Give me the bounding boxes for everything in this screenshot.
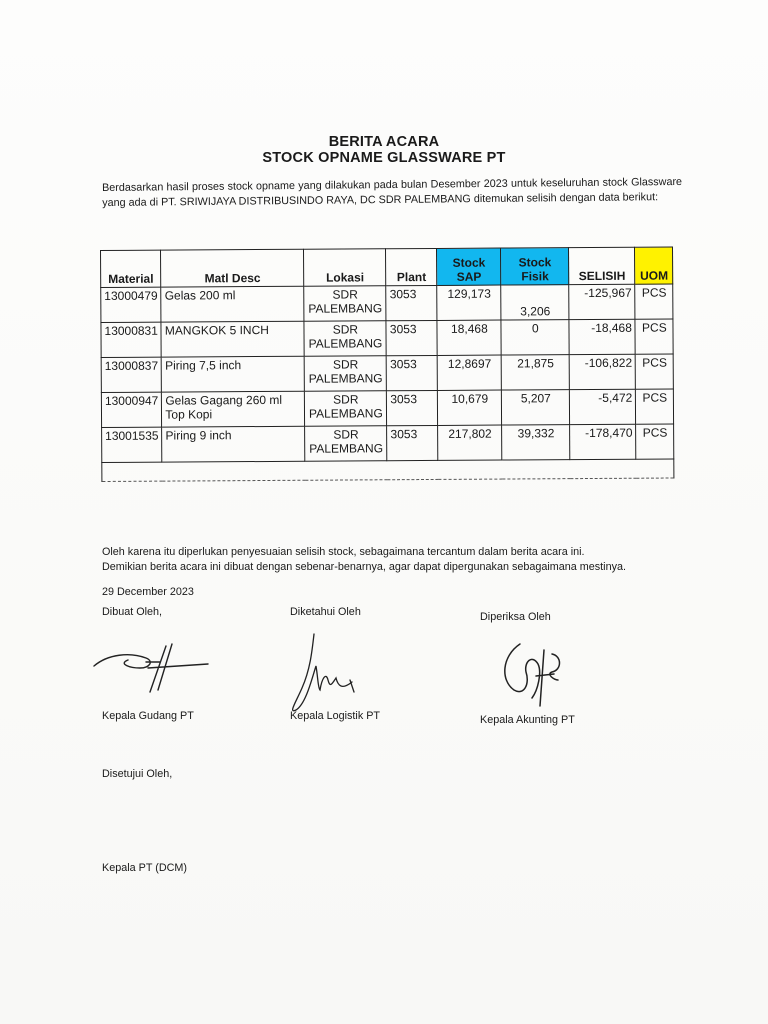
cell-selisih: -125,967: [569, 284, 635, 319]
cell-lokasi: SDR PALEMBANG: [304, 321, 386, 357]
cell-material: 13000947: [101, 392, 162, 427]
table-row: [102, 424, 675, 462]
closing-paragraph: [102, 545, 682, 575]
empty-cell: [102, 459, 674, 481]
cell-stock-fisik: 39,332: [502, 425, 570, 460]
header-selisih: SELISIH: [569, 247, 635, 284]
cell-selisih: -5,472: [570, 389, 636, 424]
intro-paragraph: Berdasarkan hasil proses stock opname yang dilakukan pada bulan Desember 2023 untuk keseluruhan stock Glassware yang ada di PT. SRIWIJAYA DISTRIBUSINDO RAYA, DC SDR PALEMBANG ditemukan selisih dengan data berikut:: [102, 175, 683, 209]
cell-desc: Piring 9 inch: [162, 426, 305, 462]
cell-material: 13000837: [101, 357, 162, 392]
cell-selisih: -106,822: [570, 354, 636, 389]
header-material: Material: [101, 250, 162, 287]
cell-material: 13000831: [101, 322, 162, 357]
document-subtitle: STOCK OPNAME GLASSWARE PT: [262, 150, 506, 166]
dibuat-label: Dibuat Oleh,: [102, 606, 163, 618]
header-plant: Plant: [386, 248, 437, 285]
cell-desc: Gelas 200 ml: [161, 286, 304, 322]
signature-kepala-logistik: [282, 628, 372, 718]
diperiksa-label: Diperiksa Oleh: [480, 611, 551, 623]
closing-line-1: Oleh karena itu diperlukan penyesuaian selisih stock, sebagaimana tercantum dalam berita acara ini.: [102, 546, 585, 558]
stock-table-wrapper: [100, 246, 675, 481]
cell-plant: 3053: [387, 390, 438, 425]
document-title: BERITA ACARA: [328, 134, 440, 150]
cell-plant: 3053: [387, 425, 438, 460]
header-uom: UOM: [635, 247, 673, 284]
disetujui-label: Disetujui Oleh,: [102, 768, 173, 780]
cell-desc: MANGKOK 5 INCH: [161, 321, 304, 357]
cell-plant: 3053: [387, 355, 438, 390]
table-row: [101, 389, 674, 427]
stock-opname-table: [100, 246, 675, 481]
cell-stock-sap: 18,468: [437, 320, 501, 355]
cell-stock-sap: 129,173: [437, 285, 501, 320]
cell-desc: Gelas Gagang 260 ml Top Kopi: [162, 391, 305, 427]
table-header-row: [101, 247, 674, 287]
table-row: [101, 319, 674, 357]
cell-plant: 3053: [386, 320, 437, 355]
cell-uom: PCS: [636, 354, 674, 389]
table-row: [101, 284, 674, 322]
diketahui-label: Diketahui Oleh: [290, 606, 361, 618]
cell-selisih: -18,468: [569, 319, 635, 354]
cell-desc: Piring 7,5 inch: [162, 356, 305, 392]
cell-stock-fisik: 21,875: [502, 355, 570, 390]
header-stock-fisik: Stock Fisik: [501, 248, 569, 285]
cell-stock-sap: 12,8697: [438, 355, 502, 390]
document-date: 29 December 2023: [102, 586, 194, 598]
cell-stock-fisik: 3,206: [501, 285, 569, 320]
signature-kepala-akunting: [496, 636, 576, 716]
header-lokasi: Lokasi: [304, 249, 386, 287]
cell-stock-fisik: 5,207: [502, 390, 570, 425]
cell-uom: PCS: [635, 284, 673, 319]
closing-line-2: Demikian berita acara ini dibuat dengan sebenar-benarnya, agar dapat dipergunakan sebagaimana mestinya.: [102, 561, 626, 573]
header-desc: Matl Desc: [161, 249, 304, 287]
cell-material: 13001535: [102, 427, 163, 462]
cell-stock-sap: 10,679: [438, 390, 502, 425]
diperiksa-role: Kepala Akunting PT: [480, 714, 575, 726]
cell-stock-sap: 217,802: [438, 425, 502, 460]
header-stock-sap: Stock SAP: [437, 248, 501, 285]
cell-selisih: -178,470: [570, 424, 636, 459]
cell-plant: 3053: [386, 285, 437, 320]
signature-kepala-gudang: [88, 632, 218, 702]
cell-uom: PCS: [635, 319, 673, 354]
disetujui-role: Kepala PT (DCM): [102, 862, 187, 874]
cell-lokasi: SDR PALEMBANG: [305, 391, 387, 427]
cell-lokasi: SDR PALEMBANG: [305, 356, 387, 392]
cell-stock-fisik: 0: [501, 320, 569, 355]
table-empty-row: [102, 459, 674, 481]
diketahui-role: Kepala Logistik PT: [290, 710, 381, 722]
cell-material: 13000479: [101, 287, 162, 322]
cell-uom: PCS: [636, 424, 674, 459]
cell-lokasi: SDR PALEMBANG: [304, 286, 386, 322]
table-row: [101, 354, 674, 392]
cell-uom: PCS: [636, 389, 674, 424]
dibuat-role: Kepala Gudang PT: [102, 710, 194, 722]
cell-lokasi: SDR PALEMBANG: [305, 426, 387, 462]
